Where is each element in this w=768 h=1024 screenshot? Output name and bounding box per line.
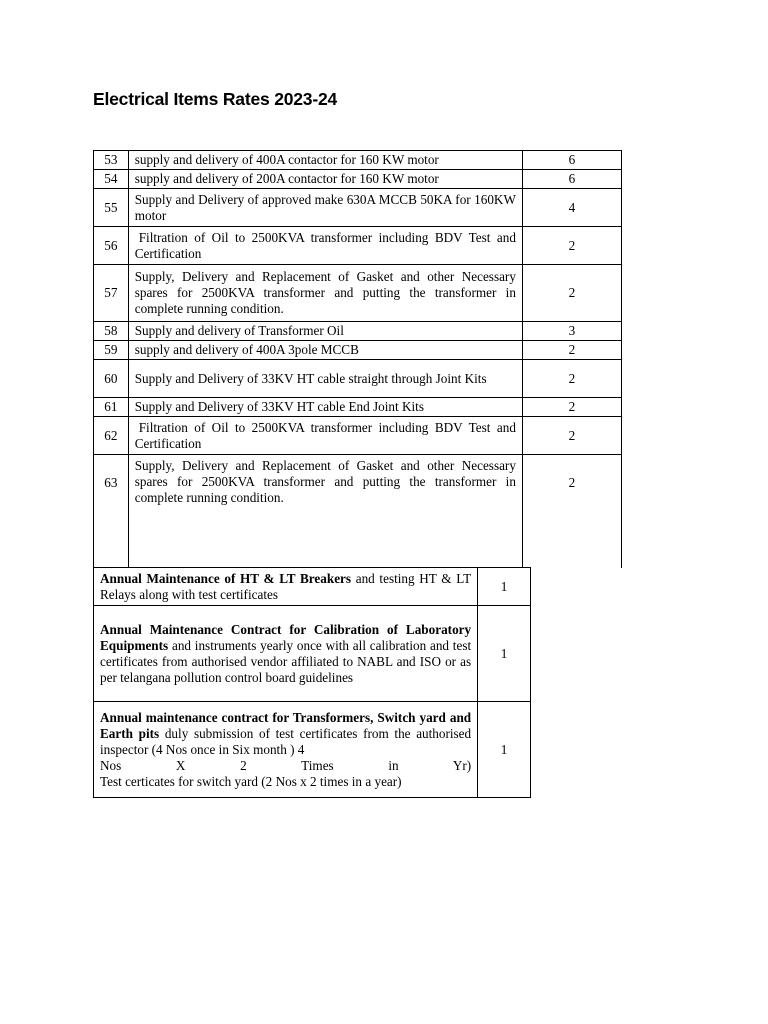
item-quantity: 2	[522, 417, 621, 455]
amc-description	[94, 702, 478, 798]
amc-switchyard-line: Test certicates for switch yard (2 Nos x 2 times in a year)	[100, 773, 402, 789]
item-description: supply and delivery of 200A contactor for 160 KW motor	[128, 170, 522, 189]
table-row	[94, 568, 531, 606]
item-quantity: 6	[522, 170, 621, 189]
item-number: 56	[94, 227, 129, 265]
item-number: 60	[94, 360, 129, 398]
table-row	[94, 455, 622, 568]
table-row	[94, 702, 531, 798]
rates-table	[93, 150, 622, 568]
table-row	[94, 398, 622, 417]
amc-quantity: 1	[478, 606, 531, 702]
table-row	[94, 606, 531, 702]
table-row	[94, 417, 622, 455]
item-number: 53	[94, 151, 129, 170]
item-number: 57	[94, 265, 129, 322]
item-number: 63	[94, 455, 129, 568]
item-quantity: 2	[522, 341, 621, 360]
item-description: Supply and Delivery of 33KV HT cable End Joint Kits	[128, 398, 522, 417]
page-title: Electrical Items Rates 2023-24	[93, 89, 338, 109]
item-quantity: 4	[522, 189, 621, 227]
amc-description	[94, 606, 478, 702]
item-number: 58	[94, 322, 129, 341]
item-description: Supply and Delivery of 33KV HT cable straight through Joint Kits	[128, 360, 522, 398]
table-row	[94, 322, 622, 341]
table-row	[94, 265, 622, 322]
item-description: Supply, Delivery and Replacement of Gasket and other Necessary spares for 2500KVA transformer and putting the transformer in complete running condition.	[128, 455, 522, 568]
item-number: 55	[94, 189, 129, 227]
amc-title: Annual maintenance contract for Transformers, Switch yard and Earth pits	[100, 709, 472, 741]
item-description: Filtration of Oil to 2500KVA transformer including BDV Test and Certification	[128, 417, 522, 455]
amc-table	[93, 567, 531, 798]
amc-quantity: 1	[478, 568, 531, 606]
table-row	[94, 151, 622, 170]
item-quantity: 2	[522, 227, 621, 265]
table-row	[94, 341, 622, 360]
amc-schedule-line: Nos X 2 Times in Yr)	[100, 757, 472, 773]
item-quantity: 2	[522, 455, 621, 568]
table-row	[94, 360, 622, 398]
item-number: 62	[94, 417, 129, 455]
amc-details: and instruments yearly once with all calibration and test certificates from authorised vendor affiliated to NABL and ISO or as per telangana pollution control board guidelines	[100, 637, 472, 685]
amc-details: and testing HT & LT Relays along with test certificates	[100, 570, 472, 602]
item-quantity: 6	[522, 151, 621, 170]
amc-title: Annual Maintenance Contract for Calibration of Laboratory Equipments	[100, 621, 472, 653]
amc-details: duly submission of test certificates from the authorised inspector (4 Nos once in Six month ) 4	[100, 725, 472, 757]
item-quantity: 2	[522, 398, 621, 417]
item-description: Filtration of Oil to 2500KVA transformer including BDV Test and Certification	[128, 227, 522, 265]
item-quantity: 3	[522, 322, 621, 341]
item-number: 54	[94, 170, 129, 189]
amc-quantity: 1	[478, 702, 531, 798]
item-description: Supply and Delivery of approved make 630A MCCB 50KA for 160KW motor	[128, 189, 522, 227]
item-quantity: 2	[522, 265, 621, 322]
item-description: Supply, Delivery and Replacement of Gasket and other Necessary spares for 2500KVA transformer and putting the transformer in complete running condition.	[128, 265, 522, 322]
table-row	[94, 227, 622, 265]
item-number: 61	[94, 398, 129, 417]
item-description: supply and delivery of 400A contactor for 160 KW motor	[128, 151, 522, 170]
item-quantity: 2	[522, 360, 621, 398]
amc-description	[94, 568, 478, 606]
table-row	[94, 170, 622, 189]
item-description: Supply and delivery of Transformer Oil	[128, 322, 522, 341]
table-row	[94, 189, 622, 227]
amc-title: Annual Maintenance of HT & LT Breakers	[100, 570, 352, 586]
item-description: supply and delivery of 400A 3pole MCCB	[128, 341, 522, 360]
item-number: 59	[94, 341, 129, 360]
